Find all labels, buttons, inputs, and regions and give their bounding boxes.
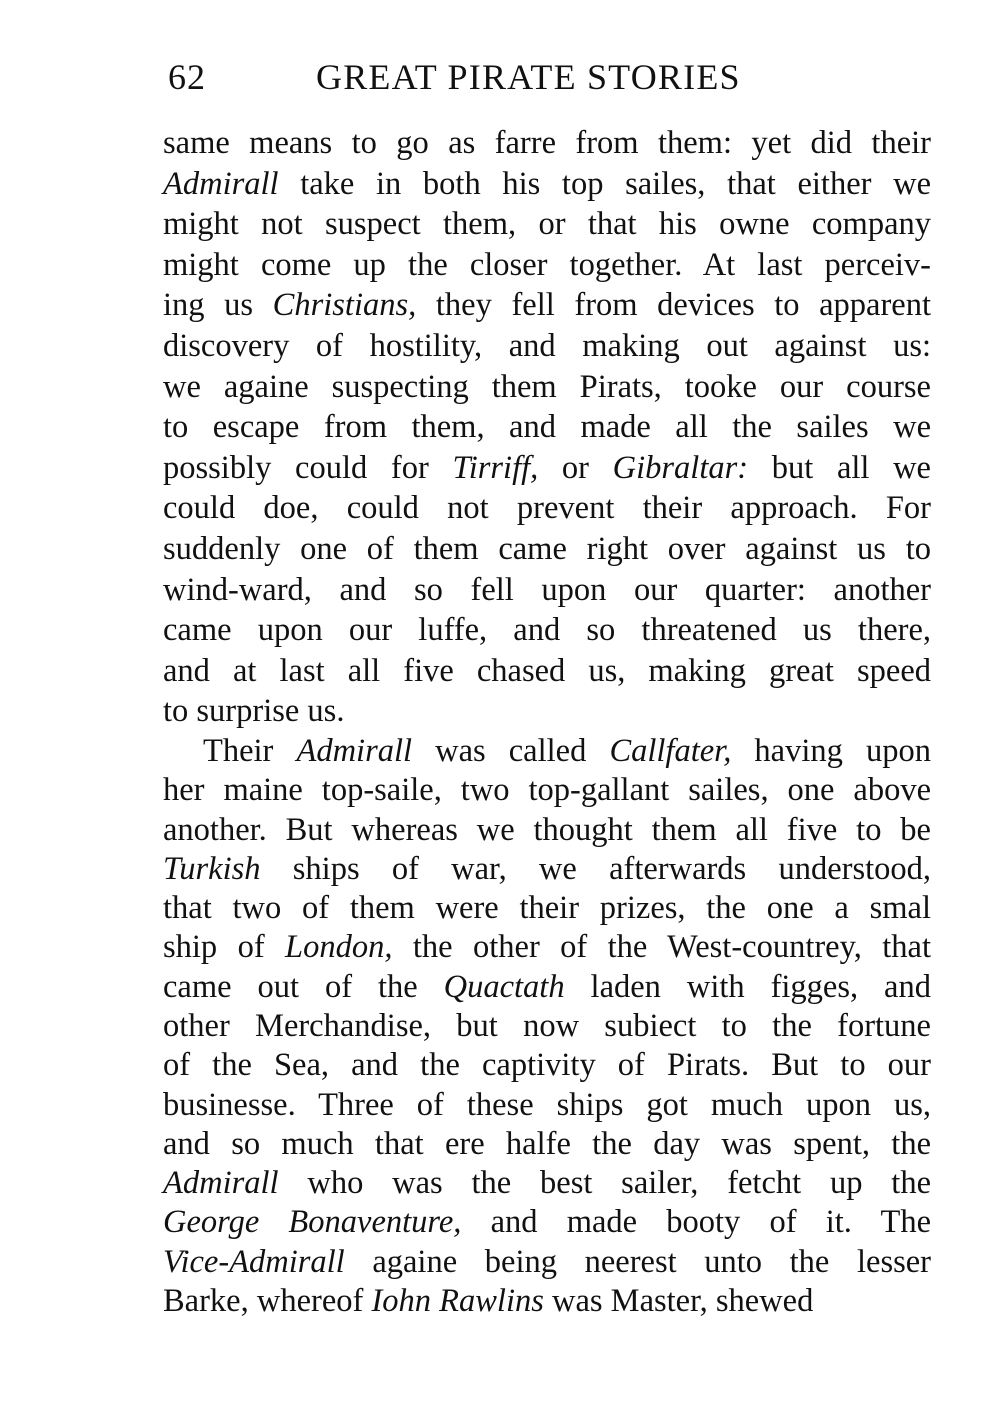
text-span: and at last all five chased us, making great speed xyxy=(163,652,931,689)
text-line xyxy=(163,123,931,164)
text-span: businesse. Three of these ships got much upon us, xyxy=(163,1086,931,1123)
italic-text: Admirall xyxy=(163,1165,279,1202)
text-line xyxy=(163,928,931,967)
italic-text: Christians, xyxy=(272,287,417,324)
italic-text: Iohn Rawlins xyxy=(371,1283,544,1320)
italic-text: Callfater, xyxy=(609,732,732,769)
paragraph xyxy=(163,123,931,732)
text-span: they fell from devices to apparent xyxy=(416,287,932,324)
text-span: of the Sea, and the captivity of Pirats. But to our xyxy=(163,1047,931,1084)
text-line xyxy=(163,771,931,810)
text-line xyxy=(163,691,931,732)
text-span: Their xyxy=(203,732,297,769)
text-span: same means to go as farre from them: yet did their xyxy=(163,125,931,161)
text-line xyxy=(163,1282,931,1321)
text-span: and so much that ere halfe the day was spent, the xyxy=(163,1125,931,1162)
text-line xyxy=(163,1203,931,1242)
text-span: possibly could for xyxy=(163,449,453,486)
text-line xyxy=(163,488,931,529)
text-span: came out of the xyxy=(163,968,444,1005)
text-line xyxy=(163,1086,931,1125)
italic-text: George Bonaventure, xyxy=(163,1204,462,1241)
italic-text: Quactath xyxy=(443,968,565,1005)
running-title: GREAT PIRATE STORIES xyxy=(316,57,741,97)
text-span: ships of war, we afterwards understood, xyxy=(260,850,931,887)
italic-text: London, xyxy=(285,929,393,966)
text-line xyxy=(163,610,931,651)
page-number: 62 xyxy=(168,57,206,97)
text-line xyxy=(163,570,931,611)
text-span: Barke, whereof xyxy=(163,1283,372,1320)
italic-text: Admirall xyxy=(163,165,279,202)
text-span: was Master, shewed xyxy=(543,1283,814,1320)
page-header xyxy=(168,52,928,102)
paragraph xyxy=(163,732,931,1321)
text-line xyxy=(163,811,931,850)
text-span: take in both his top sailes, that either we xyxy=(278,165,931,202)
text-span: other Merchandise, but now subiect to the fortune xyxy=(163,1007,931,1044)
text-span: having upon xyxy=(731,732,931,769)
text-span: to escape from them, and made all the sailes we xyxy=(163,409,931,446)
text-span: to surprise us. xyxy=(163,693,345,730)
text-line xyxy=(163,968,931,1007)
italic-text: Gibraltar: xyxy=(612,449,749,486)
text-span: the other of the West-countrey, that xyxy=(392,929,931,966)
text-span: againe being neerest unto the lesser xyxy=(344,1243,931,1280)
text-line xyxy=(163,1046,931,1085)
body-text xyxy=(163,123,931,1321)
text-span: her maine top-saile, two top-gallant sailes, one above xyxy=(163,772,931,809)
text-span: ing us xyxy=(163,287,273,324)
text-span: ship of xyxy=(163,929,286,966)
text-span: was called xyxy=(412,732,610,769)
italic-text: Turkish xyxy=(163,850,261,887)
italic-text: Tirriff, xyxy=(452,449,539,486)
text-line xyxy=(163,1007,931,1046)
text-line xyxy=(163,407,931,448)
text-line xyxy=(163,245,931,286)
text-span: we againe suspecting them Pirats, tooke our course xyxy=(163,368,931,405)
text-line xyxy=(163,448,931,489)
text-line xyxy=(163,529,931,570)
text-line xyxy=(163,1243,931,1282)
text-line xyxy=(163,285,931,326)
text-span: that two of them were their prizes, the one a smal xyxy=(163,890,931,927)
text-span: might not suspect them, or that his owne company xyxy=(163,206,931,243)
text-span: discovery of hostility, and making out against us: xyxy=(163,327,931,364)
text-line xyxy=(163,850,931,889)
text-span: suddenly one of them came right over against us to xyxy=(163,530,931,567)
text-line xyxy=(163,367,931,408)
italic-text: Admirall xyxy=(296,732,413,769)
text-span: came upon our luffe, and so threatened us there, xyxy=(163,612,931,649)
italic-text: Vice-Admirall xyxy=(163,1243,345,1280)
text-line xyxy=(163,651,931,692)
text-span: wind-ward, and so fell upon our quarter: another xyxy=(163,571,931,608)
text-line xyxy=(163,164,931,205)
text-line xyxy=(163,204,931,245)
text-span: or xyxy=(538,449,613,486)
text-span: another. But whereas we thought them all five to be xyxy=(163,811,931,848)
text-span: could doe, could not prevent their approach. For xyxy=(163,490,931,527)
text-line xyxy=(163,1125,931,1164)
text-line xyxy=(163,326,931,367)
text-line xyxy=(163,1164,931,1203)
text-span: laden with figges, and xyxy=(564,968,931,1005)
text-span: might come up the closer together. At last perceiv- xyxy=(163,246,931,283)
text-span: and made booty of it. The xyxy=(461,1204,931,1241)
text-span: who was the best sailer, fetcht up the xyxy=(278,1165,931,1202)
text-span: but all we xyxy=(748,449,931,486)
text-line xyxy=(163,732,931,771)
text-line xyxy=(163,889,931,928)
